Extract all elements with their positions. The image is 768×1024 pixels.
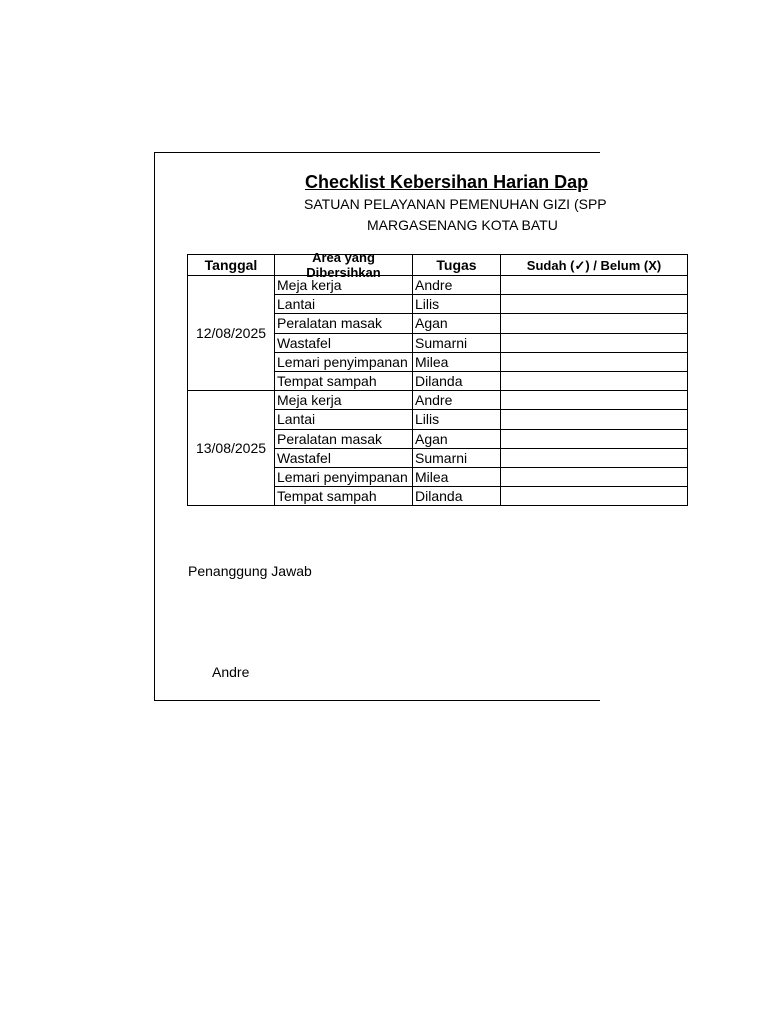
date-cell: 12/08/2025: [188, 276, 275, 391]
area-cell: Wastafel: [275, 448, 413, 467]
document-subtitle-line2: MARGASENANG KOTA BATU: [367, 217, 558, 233]
task-cell: Milea: [413, 467, 501, 486]
document-subtitle-line1: SATUAN PELAYANAN PEMENUHAN GIZI (SPP: [304, 196, 607, 212]
done-cell[interactable]: [501, 333, 688, 352]
done-cell[interactable]: [501, 448, 688, 467]
done-cell[interactable]: [501, 410, 688, 429]
done-cell[interactable]: [501, 352, 688, 371]
table-row: [188, 391, 688, 410]
area-cell: Meja kerja: [275, 276, 413, 295]
done-cell[interactable]: [501, 391, 688, 410]
date-cell: 13/08/2025: [188, 391, 275, 506]
area-cell: Lantai: [275, 410, 413, 429]
task-cell: Sumarni: [413, 333, 501, 352]
done-cell[interactable]: [501, 314, 688, 333]
done-cell[interactable]: [501, 371, 688, 390]
task-cell: Sumarni: [413, 448, 501, 467]
done-cell[interactable]: [501, 467, 688, 486]
document-page: [154, 152, 662, 701]
signature-name: Andre: [212, 664, 250, 680]
area-cell: Meja kerja: [275, 391, 413, 410]
document-title: Checklist Kebersihan Harian Dap: [305, 172, 589, 192]
task-cell: Lilis: [413, 295, 501, 314]
table-header-row: [188, 255, 688, 276]
task-cell: Dilanda: [413, 371, 501, 390]
header-area: [275, 250, 413, 280]
area-cell: Lemari penyimpanan: [275, 467, 413, 486]
done-cell[interactable]: [501, 295, 688, 314]
task-cell: Lilis: [413, 410, 501, 429]
area-cell: Tempat sampah: [275, 487, 413, 506]
task-cell: Agan: [413, 314, 501, 333]
done-cell[interactable]: [501, 276, 688, 295]
signature-label: Penanggung Jawab: [188, 563, 312, 579]
task-cell: Dilanda: [413, 487, 501, 506]
done-cell[interactable]: [501, 429, 688, 448]
table-row: [188, 276, 688, 295]
area-cell: Tempat sampah: [275, 371, 413, 390]
area-cell: Peralatan masak: [275, 314, 413, 333]
task-cell: Agan: [413, 429, 501, 448]
task-cell: Andre: [413, 276, 501, 295]
done-cell[interactable]: [501, 487, 688, 506]
cleaning-checklist-table: [187, 250, 688, 506]
area-cell: Peralatan masak: [275, 429, 413, 448]
header-done: [501, 255, 688, 276]
table-body: [188, 276, 688, 506]
header-date: Tanggal: [188, 255, 275, 276]
area-cell: Lantai: [275, 295, 413, 314]
header-done-text: Sudah (✓) / Belum (X): [526, 257, 662, 273]
task-cell: Milea: [413, 352, 501, 371]
task-cell: Andre: [413, 391, 501, 410]
header-task: Tugas: [413, 255, 501, 276]
area-cell: Wastafel: [275, 333, 413, 352]
header-area-text: Area yang Dibersihkan: [306, 250, 381, 280]
area-cell: Lemari penyimpanan: [275, 352, 413, 371]
